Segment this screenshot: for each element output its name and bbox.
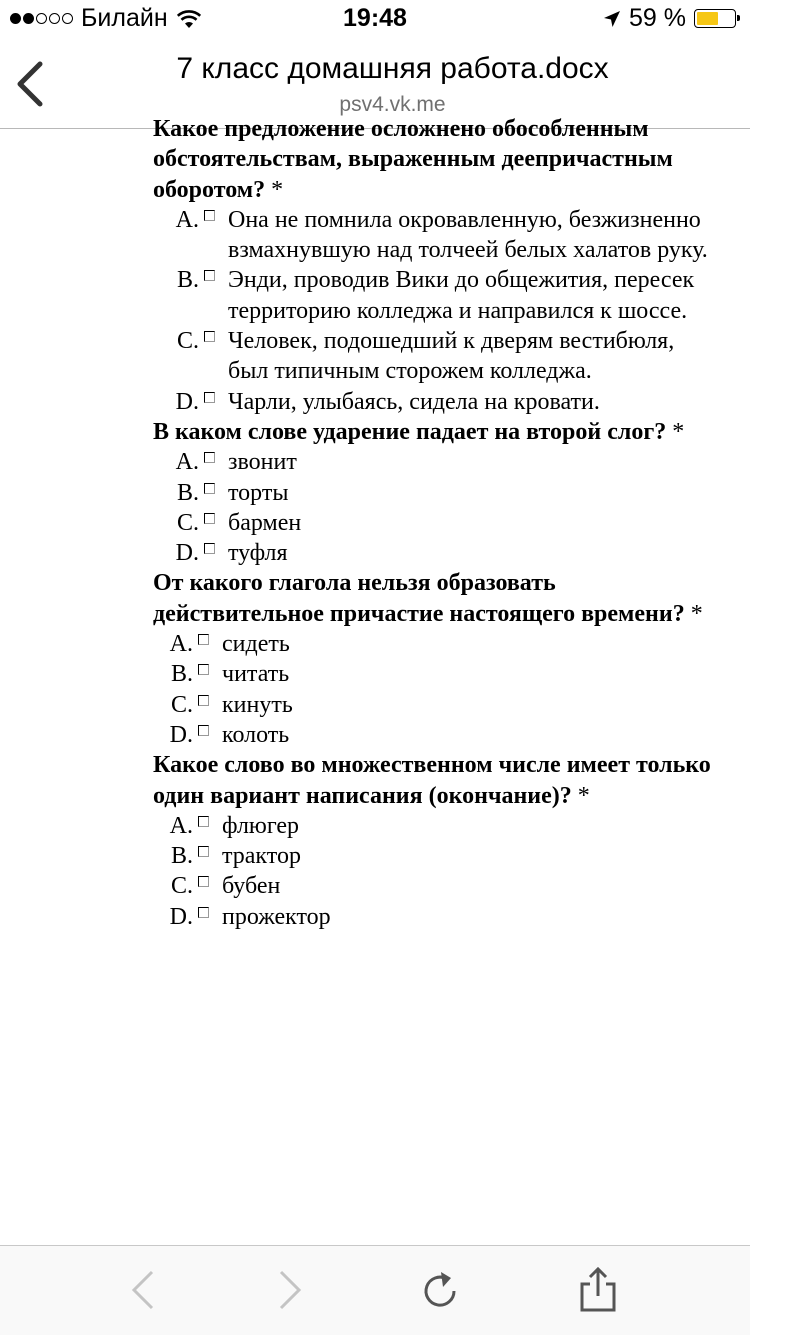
clock: 19:48 <box>343 4 407 32</box>
option-letter: C. <box>176 509 199 536</box>
option-letter: A. <box>169 631 193 658</box>
option-letter: A. <box>169 812 193 839</box>
option-text: Она не помнила окровавленную, безжизненно взмахнувшую над толчеей белых халатов руку. <box>228 206 708 264</box>
option-letter: C. <box>176 328 199 355</box>
checkbox[interactable] <box>204 270 215 281</box>
answer-option[interactable] <box>153 629 713 659</box>
option-text: флюгер <box>222 812 300 839</box>
option-text: торты <box>228 479 289 506</box>
battery-icon <box>694 9 736 28</box>
answer-option[interactable] <box>153 720 713 750</box>
checkbox[interactable] <box>198 907 209 918</box>
reload-icon[interactable] <box>416 1266 464 1314</box>
option-letter: B. <box>176 479 199 506</box>
option-text: Энди, проводив Вики до общежития, пересек территорию колледжа и направился к шоссе. <box>228 267 695 324</box>
option-letter: D. <box>169 903 193 930</box>
option-text: бармен <box>228 509 302 536</box>
option-text: кинуть <box>222 691 293 718</box>
answer-option[interactable] <box>153 326 713 387</box>
chevron-left-icon[interactable] <box>120 1266 168 1314</box>
status-bar <box>0 0 750 40</box>
document-url: psv4.vk.me <box>339 93 446 116</box>
option-letter: B. <box>170 843 193 870</box>
answer-option[interactable] <box>153 902 713 932</box>
chevron-right-icon[interactable] <box>265 1266 313 1314</box>
answer-option[interactable] <box>153 205 713 266</box>
option-letter: C. <box>170 873 193 900</box>
checkbox[interactable] <box>198 695 209 706</box>
checkbox[interactable] <box>204 543 215 554</box>
checkbox[interactable] <box>204 392 215 403</box>
option-letter: D. <box>175 388 199 415</box>
option-text: трактор <box>222 843 301 870</box>
answer-option[interactable] <box>153 690 713 720</box>
checkbox[interactable] <box>198 816 209 827</box>
answer-option[interactable] <box>153 447 713 477</box>
checkbox[interactable] <box>198 634 209 645</box>
battery-percent: 59 % <box>629 4 686 32</box>
document-title: 7 класс домашняя работа.docx <box>176 52 609 85</box>
option-text: Человек, подошедший к дверям вестибюля, был типичным сторожем колледжа. <box>228 328 675 385</box>
checkbox[interactable] <box>204 210 215 221</box>
checkbox[interactable] <box>204 452 215 463</box>
option-letter: D. <box>169 721 193 748</box>
answer-option[interactable] <box>153 659 713 689</box>
option-letter: A. <box>175 449 199 476</box>
answer-option[interactable] <box>153 508 713 538</box>
answer-option[interactable] <box>153 538 713 568</box>
checkbox[interactable] <box>204 483 215 494</box>
question-block <box>153 750 713 932</box>
checkbox[interactable] <box>204 331 215 342</box>
checkbox[interactable] <box>198 876 209 887</box>
question-text: Какое слово во множественном числе имеет только один вариант написания (окончание)? * <box>153 752 711 809</box>
option-text: Чарли, улыбаясь, сидела на кровати. <box>228 388 600 415</box>
question-block <box>153 114 713 417</box>
bottom-toolbar <box>0 1245 750 1335</box>
answer-option[interactable] <box>153 478 713 508</box>
option-text: прожектор <box>222 903 331 930</box>
question-block <box>153 417 713 568</box>
checkbox[interactable] <box>204 513 215 524</box>
option-text: колоть <box>222 721 290 748</box>
document-viewer[interactable] <box>0 116 750 1245</box>
option-text: бубен <box>222 873 281 900</box>
option-text: туфля <box>228 540 288 567</box>
answer-option[interactable] <box>153 387 713 417</box>
option-text: читать <box>222 661 290 688</box>
answer-option[interactable] <box>153 811 713 841</box>
location-arrow-icon <box>603 10 621 28</box>
checkbox[interactable] <box>198 664 209 675</box>
option-letter: C. <box>170 691 193 718</box>
share-icon[interactable] <box>574 1266 622 1314</box>
carrier-name: Билайн <box>81 4 168 32</box>
option-text: звонит <box>228 449 297 476</box>
question-text: В каком слове ударение падает на второй слог? * <box>153 418 685 445</box>
question-text: От какого глагола нельзя образовать действительное причастие настоящего времени? * <box>153 570 703 627</box>
answer-option[interactable] <box>153 265 713 326</box>
answer-option[interactable] <box>153 841 713 871</box>
question-text: Какое предложение осложнено обособленным обстоятельствам, выраженным деепричастным оборотом? * <box>153 116 673 203</box>
question-block <box>153 568 713 750</box>
answer-option[interactable] <box>153 871 713 901</box>
option-letter: A. <box>175 206 199 233</box>
option-letter: B. <box>176 267 199 294</box>
option-letter: D. <box>175 540 199 567</box>
form-content <box>153 114 713 932</box>
status-right <box>603 4 736 33</box>
checkbox[interactable] <box>198 846 209 857</box>
option-letter: B. <box>170 661 193 688</box>
option-text: сидеть <box>222 631 290 658</box>
checkbox[interactable] <box>198 725 209 736</box>
